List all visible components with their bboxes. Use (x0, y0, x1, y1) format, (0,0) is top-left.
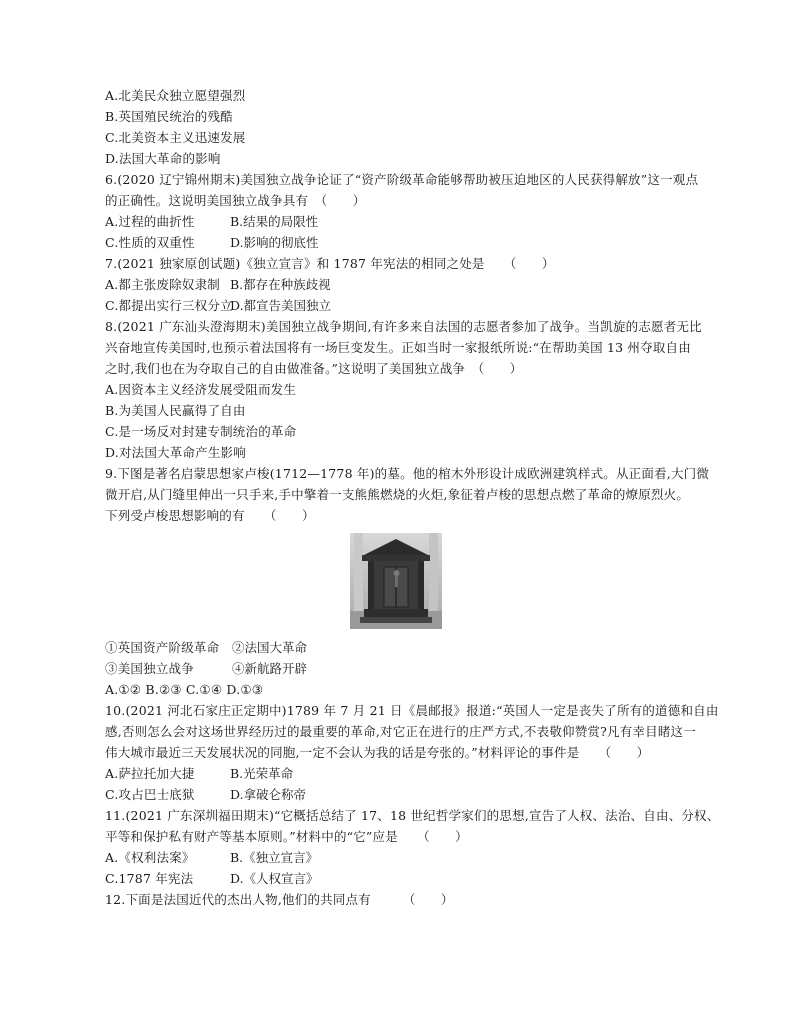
q12-stem: 12.下面是法国近代的杰出人物,他们的共同点有 （ ） (105, 892, 454, 907)
q6-option-d: D.影响的彻底性 (230, 235, 319, 250)
q10-option-c: C.攻占巴士底狱 (105, 787, 195, 802)
q8-option-b: B.为美国人民赢得了自由 (105, 403, 246, 418)
q9-stem-line2: 微开启,从门缝里伸出一只手来,手中擎着一支熊熊燃烧的火炬,象征着卢梭的思想点燃了革命的燎原烈火。 (105, 487, 690, 502)
q8-stem-line1: 8.(2021 广东汕头澄海期末)美国独立战争期间,有许多来自法国的志愿者参加了战争。当凯旋的志愿者无比 (105, 319, 702, 334)
q8-stem-line2: 兴奋地宣传美国时,也预示着法国将有一场巨变发生。正如当时一家报纸所说:“在帮助美国 13 州夺取自由 (105, 340, 691, 355)
q7-option-c: C.都提出实行三权分立 (105, 298, 233, 313)
q10-option-a: A.萨拉托加大捷 (105, 766, 195, 781)
q7-option-b: B.都存在种族歧视 (230, 277, 331, 292)
q9-stem-line3: 下列受卢梭思想影响的有 （ ） (105, 508, 315, 523)
q11-option-d: D.《人权宣言》 (230, 871, 319, 886)
q9-item-3: ③美国独立战争 (105, 661, 194, 676)
q7-option-d: D.都宣告美国独立 (230, 298, 332, 313)
q8-option-a: A.因资本主义经济发展受阻而发生 (105, 382, 297, 397)
q5-option-a: A.北美民众独立愿望强烈 (105, 88, 246, 103)
q6-option-c: C.性质的双重性 (105, 235, 195, 250)
q6-stem-line1: 6.(2020 辽宁锦州期末)美国独立战争论证了“资产阶级革命能够帮助被压迫地区的人民获得解放”这一观点 (105, 172, 699, 187)
q5-option-c: C.北美资本主义迅速发展 (105, 130, 246, 145)
q9-item-2: ②法国大革命 (232, 640, 308, 655)
rousseau-tomb-photo (350, 533, 442, 629)
q10-stem-line1: 10.(2021 河北石家庄正定期中)1789 年 7 月 21 日《晨邮报》报道:“英国人一定是丧失了所有的道德和自由 (105, 703, 719, 718)
q9-stem-line1: 9.下图是著名启蒙思想家卢梭(1712—1778 年)的墓。他的棺木外形设计成欧洲建筑样式。从正面看,大门微 (105, 466, 710, 481)
q10-stem-line3: 伟大城市最近三天发展状况的同胞,一定不会认为我的话是夸张的。”材料评论的事件是 （ ） (105, 745, 650, 760)
q6-option-a: A.过程的曲折性 (105, 214, 195, 229)
q9-item-4: ④新航路开辟 (232, 661, 308, 676)
q9-options: A.①② B.②③ C.①④ D.①③ (105, 682, 264, 697)
q8-stem-line3: 之时,我们也在为夺取自己的自由做准备。”这说明了美国独立战争 （ ） (105, 361, 523, 376)
q5-option-d: D.法国大革命的影响 (105, 151, 221, 166)
q6-option-b: B.结果的局限性 (230, 214, 319, 229)
q11-option-c: C.1787 年宪法 (105, 871, 194, 886)
q11-option-a: A.《权利法案》 (105, 850, 195, 865)
q10-option-b: B.光荣革命 (230, 766, 294, 781)
q8-option-d: D.对法国大革命产生影响 (105, 445, 246, 460)
q8-option-c: C.是一场反对封建专制统治的革命 (105, 424, 297, 439)
q5-option-b: B.英国殖民统治的残酷 (105, 109, 233, 124)
q7-stem: 7.(2021 独家原创试题)《独立宣言》和 1787 年宪法的相同之处是 （ ） (105, 256, 555, 271)
q11-stem-line2: 平等和保护私有财产等基本原则。”材料中的“它”应是 （ ） (105, 829, 468, 844)
q9-item-1: ①英国资产阶级革命 (105, 640, 220, 655)
q11-stem-line1: 11.(2021 广东深圳福田期末)“它概括总结了 17、18 世纪哲学家们的思想,宣告了人权、法治、自由、分权、 (105, 808, 720, 823)
q6-stem-line2: 的正确性。这说明美国独立战争具有 （ ） (105, 193, 366, 208)
q10-option-d: D.拿破仑称帝 (230, 787, 307, 802)
q10-stem-line2: 感,否则怎么会对这场世界经历过的最重要的革命,对它正在进行的庄严方式,不表敬仰赞赏?凡有幸目睹这一 (105, 724, 696, 739)
q11-option-b: B.《独立宣言》 (230, 850, 319, 865)
q7-option-a: A.都主张废除奴隶制 (105, 277, 221, 292)
